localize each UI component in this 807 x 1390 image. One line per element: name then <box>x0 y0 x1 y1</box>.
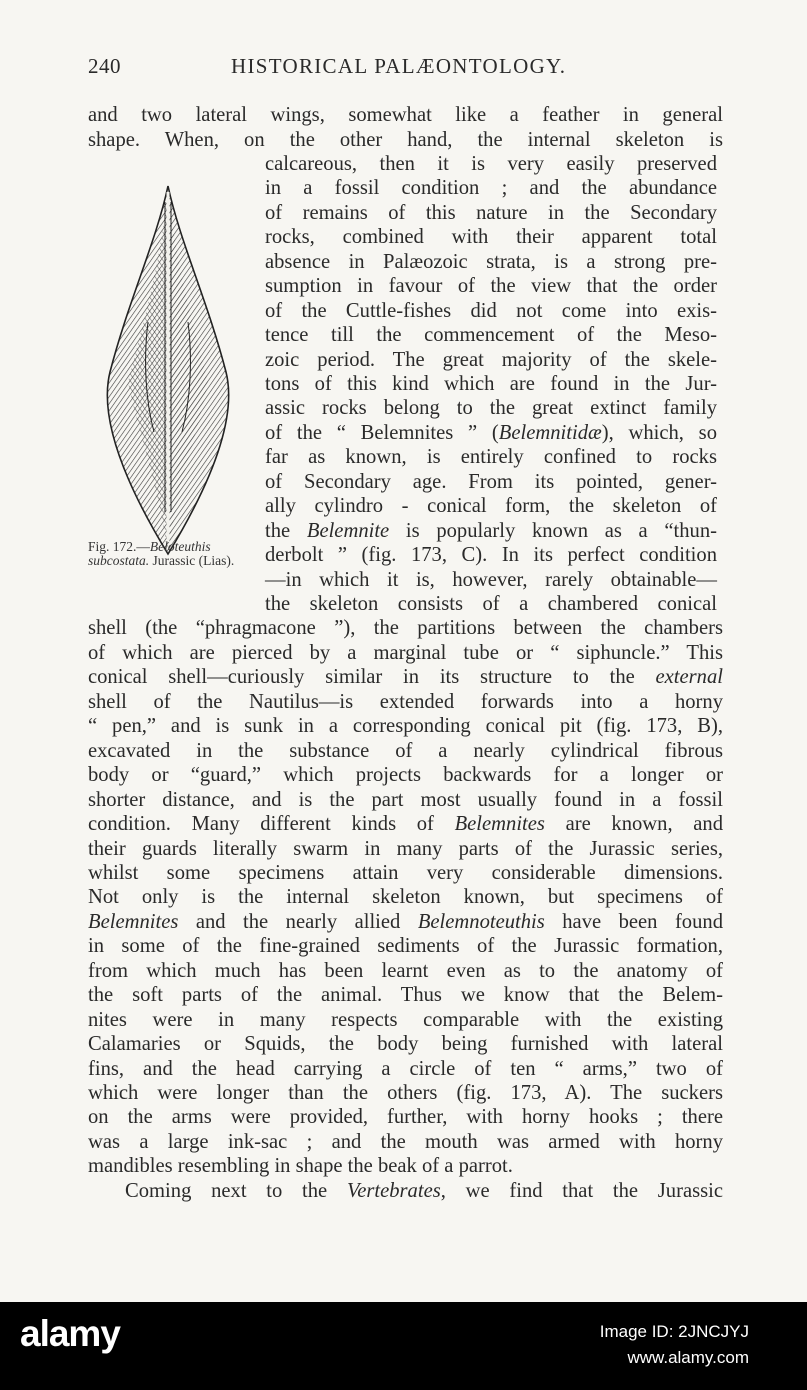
text-line: in some of the fine-grained sediments of the Jurassic formation, <box>88 935 723 958</box>
text-span: conical shell—curiously similar in its structure to the <box>88 666 656 689</box>
text-line: ally cylindro - conical form, the skeleton of <box>265 495 717 518</box>
text-line <box>88 665 723 690</box>
running-head <box>88 54 721 80</box>
text-line: rocks, combined with their apparent total <box>265 226 717 249</box>
italic-term: Vertebrates <box>346 1179 441 1202</box>
running-title: HISTORICAL PALÆONTOLOGY. <box>231 54 567 78</box>
text-line: assic rocks belong to the great extinct family <box>265 397 717 420</box>
text-line: —in which it is, however, rarely obtainable— <box>265 568 717 591</box>
text-span: is popularly known as a “thun- <box>389 519 717 542</box>
text-line: from which much has been learnt even as to the anatomy of <box>88 959 723 982</box>
text-line: zoic period. The great majority of the skele- <box>265 348 717 371</box>
italic-term: Belemnoteuthis <box>417 910 545 933</box>
watermark-brand: alamy <box>20 1313 120 1354</box>
text-span: , we find that the Jurassic <box>440 1179 723 1202</box>
caption-rest: Jurassic (Lias). <box>149 553 235 568</box>
text-span: ), which, so <box>601 421 717 444</box>
text-span: of the “ Belemnites ” ( <box>265 421 499 444</box>
text-line: the skeleton consists of a chambered conical <box>265 593 717 615</box>
text-line: sumption in favour of the view that the order <box>265 275 717 298</box>
watermark-url: www.alamy.com <box>627 1348 749 1367</box>
text-line: of which are pierced by a marginal tube or “ siphuncle.” This <box>88 641 723 664</box>
text-line: shell (the “phragmacone ”), the partitions between the chambers <box>88 617 723 640</box>
text-line <box>125 1179 723 1204</box>
caption-label: Fig. 172.— <box>88 539 150 554</box>
caption-genus: Beloteuthis subcostata. <box>88 539 211 568</box>
text-line: fins, and the head carrying a circle of ten “ arms,” two of <box>88 1057 723 1080</box>
text-line: of the Cuttle-fishes did not come into exis- <box>265 299 717 322</box>
italic-term: Belemnites <box>454 813 545 835</box>
italic-term: Belemnites <box>88 910 179 933</box>
text-line: Calamaries or Squids, the body being furnished with lateral <box>88 1033 723 1056</box>
italic-term: Belemnitidæ <box>498 421 602 444</box>
text-line: of Secondary age. From its pointed, gener- <box>265 470 717 493</box>
watermark-image-id: Image ID: 2JNCJYJ <box>599 1322 749 1341</box>
page-number: 240 <box>88 54 121 78</box>
text-line: mandibles resembling in shape the beak of a parrot. <box>88 1155 513 1178</box>
text-span: have been found <box>544 910 723 933</box>
text-line: in a fossil condition ; and the abundance <box>265 177 717 200</box>
text-line: tons of this kind which are found in the Jur- <box>265 372 717 395</box>
text-line: excavated in the substance of a nearly cylindrical fibrous <box>88 739 723 762</box>
figure-caption <box>88 540 260 568</box>
text-line: shorter distance, and is the part most usually found in a fossil <box>88 788 723 811</box>
fossil-illustration-icon <box>98 182 238 562</box>
text-line: absence in Palæozoic strata, is a strong pre- <box>265 250 717 273</box>
text-line: of remains of this nature in the Secondary <box>265 201 717 224</box>
text-span: and the nearly allied <box>178 910 418 933</box>
text-span: the <box>265 519 307 542</box>
belemnite-figure <box>98 182 238 562</box>
text-line <box>265 519 717 544</box>
text-line: whilst some specimens attain very considerable dimensions. <box>88 861 723 884</box>
text-line: Not only is the internal skeleton known, but specimens of <box>88 886 723 909</box>
text-line: on the arms were provided, further, with horny hooks ; there <box>88 1106 723 1129</box>
text-line <box>265 421 717 446</box>
text-line: was a large ink-sac ; and the mouth was armed with horny <box>88 1130 723 1153</box>
text-line: the soft parts of the animal. Thus we know that the Belem- <box>88 984 723 1007</box>
text-line: shell of the Nautilus—is extended forwards into a horny <box>88 690 723 713</box>
text-line <box>88 910 723 935</box>
text-line: which were longer than the others (fig. 173, A). The suckers <box>88 1082 723 1104</box>
text-line: calcareous, then it is very easily preserved <box>265 152 717 175</box>
text-line: their guards literally swarm in many parts of the Jurassic series, <box>88 837 723 860</box>
italic-term: external <box>655 666 723 689</box>
text-line <box>88 812 723 837</box>
italic-term: Belemnite <box>306 519 390 542</box>
text-line: and two lateral wings, somewhat like a feather in general <box>88 104 723 126</box>
text-line: tence till the commencement of the Meso- <box>265 324 717 346</box>
text-line: far as known, is entirely confined to rocks <box>265 446 717 469</box>
text-span: are known, and <box>544 813 723 835</box>
text-line: nites were in many respects comparable with the existing <box>88 1008 723 1031</box>
text-line: “ pen,” and is sunk in a corresponding conical pit (fig. 173, B), <box>88 715 723 738</box>
text-line: derbolt ” (fig. 173, C). In its perfect condition <box>265 544 717 567</box>
watermark-bar <box>0 1302 807 1390</box>
text-span: condition. Many different kinds of <box>88 813 455 835</box>
text-span: Coming next to the <box>125 1179 347 1202</box>
text-line: body or “guard,” which projects backwards for a longer or <box>88 764 723 787</box>
text-line: shape. When, on the other hand, the internal skeleton is <box>88 128 723 151</box>
